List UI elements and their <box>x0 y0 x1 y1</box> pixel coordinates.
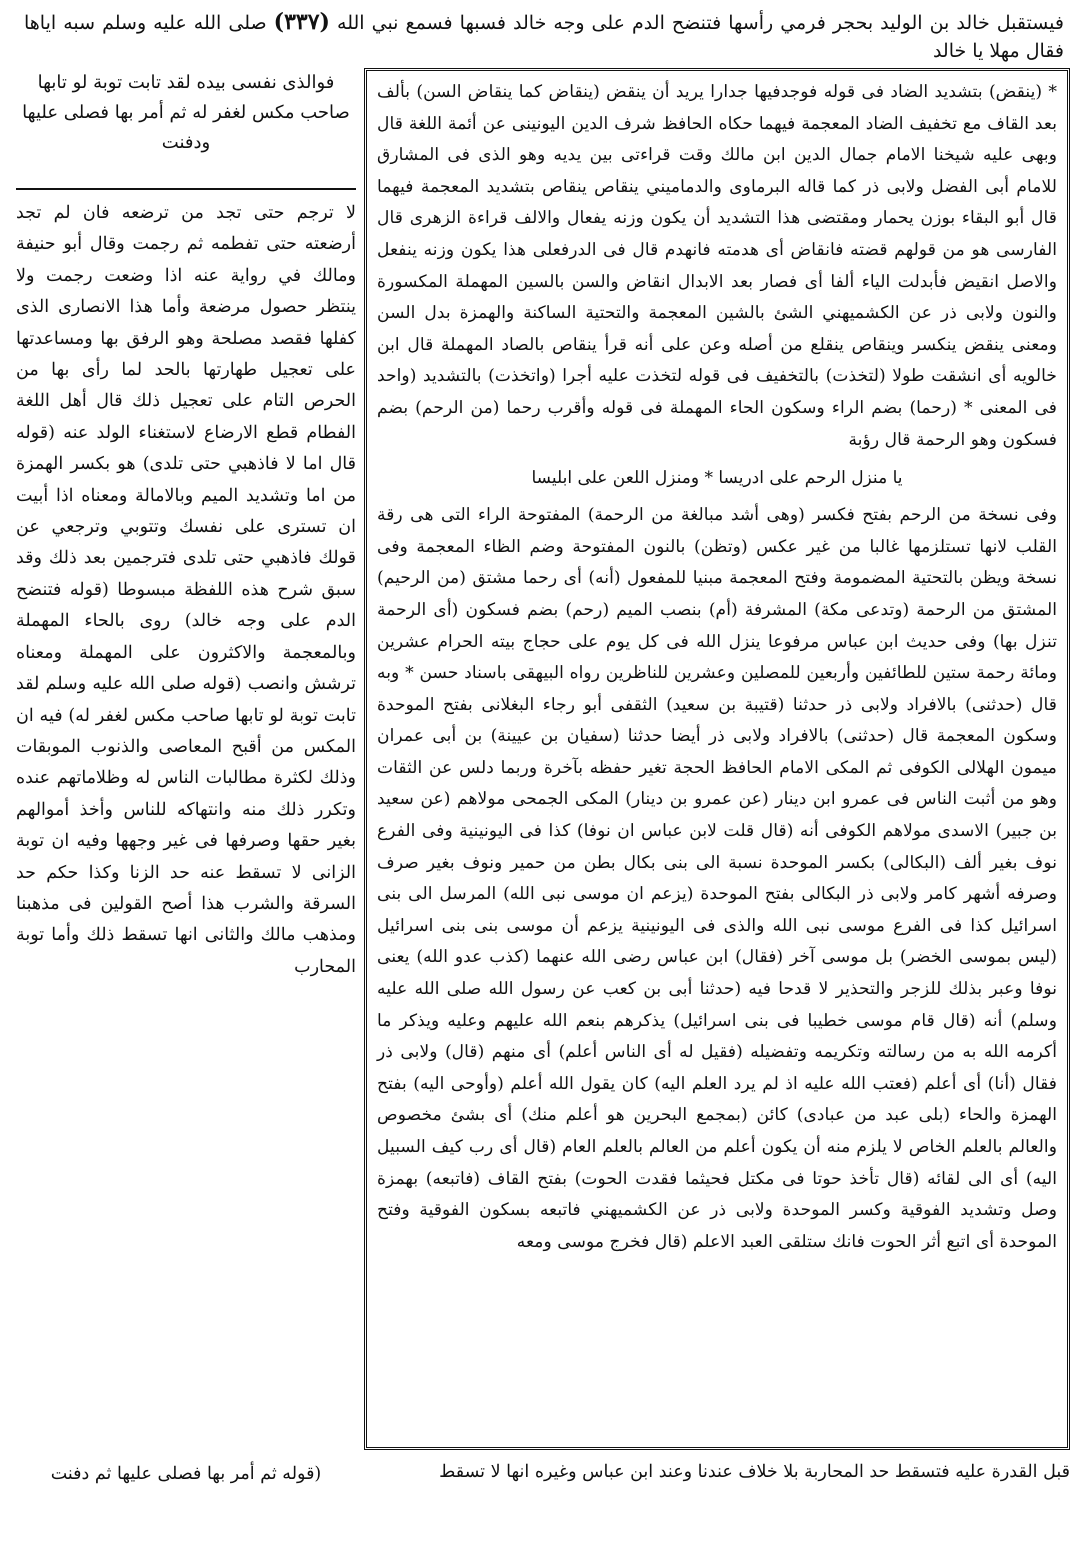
sidebar-footer-text: (قوله ثم أمر بها فصلى عليها ثم دفنت <box>50 1464 322 1484</box>
header-text-right: فيستقبل خالد بن الوليد بحجر فرمي رأسها فتنضح الدم على وجه خالد فسبها فسمع نبي الله <box>337 12 1064 34</box>
sidebar-hadith-text: فوالذى نفسى بيده لقد تابت توبة لو تابها صاحب مكس لغفر له ثم أمر بها فصلى عليها ودفنت <box>22 72 350 153</box>
main-paragraph-1: * (ينقض) بتشديد الضاد فى قوله فوجدفيها جدارا يريد أن ينقض (ينقاض كما ينقاض السن) بألف بعد القاف مع تخفيف الضاد المعجمة فيهما حكاه الحافظ شرف الدين اليونينى عن أئمة اللغة قال وبهى عليه شيخنا الامام جمال الدين ابن مالك وقت قراءتى بين يديه وهو الذى فى المشارق للامام أبى الفضل ولابى ذر كما قاله البرماوى والدماميني ينقاص ينقاص بتشديد المعجمة فيهما قال أبو البقاء بوزن يحمار ومقتضى هذا التشديد أن يكون وزنه يفعال والالف قراءة الزهرى قال الفارسى هو من قولهم قضته فانقاض أى هدمته فانهدم قال فى الدرفعلى هذا يكون وزنه ينفعل والاصل انقيض فأبدلت الياء ألفا أى فصار بعد الابدال انقاض والسن بالسين المهملة المكسورة والنون ولابى ذر عن الكشميهني الشئ بالشين المعجمة والتحتية الساكنة والهمزة بدل السن ومعنى ينقض ينكسر وينقاص ينقلع من أصله وعن على أنه قرأ ينقاص بالصاد المهملة قال ابن خالويه أى انشقت طولا (لتخذت) بالتخفيف فى قوله لتخذت عليه أجرا (واتخذت) بالتشديد (واحد فى المعنى * (رحما) بضم الراء وسكون الحاء المهملة فى قوله وأقرب رحما (من الرحم) بضم فسكون وهو الرحمة قال رؤبة <box>377 82 1057 450</box>
main-commentary-frame <box>364 68 1070 1450</box>
main-footer-text: قبل القدرة عليه فتسقط حد المحاربة بلا خلاف عندنا وعند ابن عباس وغيره انها لا تسقط <box>439 1462 1070 1482</box>
sidebar-divider <box>16 188 356 190</box>
main-paragraph-2: وفى نسخة من الرحم بفتح فكسر (وهى أشد مبالغة من الرحمة) المفتوحة الراء التى هى رقة القلب لانها تستلزمها غالبا من غير عكس (وتظن) بالنون المفتوحة وضم الظاء المعجمة وفى نسخة ويظن بالتحتية المضمومة وفتح المعجمة مبنيا للمفعول (أنه) أى رحما مشتق (من الرحيم) المشتق من الرحمة (وتدعى مكة) المشرفة (أم) بنصب الميم (رحم) بضم فسكون (أى الرحمة تنزل بها) وفى حديث ابن عباس مرفوعا ينزل الله فى كل يوم على حجاج بيته الحرام عشرين ومائة رحمة ستين للطائفين وأربعين للمصلين وعشرين للناظرين رواه البيهقى باسناد حسن * وبه قال (حدثنى) بالافراد ولابى ذر حدثنا (قتيبة بن سعيد) الثقفى أبو رجاء البغلانى بفتح الموحدة وسكون المعجمة قال (حدثنى) بالافراد ولابى ذر أيضا حدثنا (سفيان بن عيينة) بن أبى عمران ميمون الهلالى الكوفى ثم المكى الامام الحافظ الحجة تغير حفظه بآخرة وربما دلس عن الثقات وهو من أثبت الناس فى عمرو ابن دينار (عن عمرو بن دينار) المكى الجمحى مولاهم (عن سعيد بن جبير) الاسدى مولاهم الكوفى أنه (قال قلت لابن عباس ان نوفا) كذا فى اليونينية وفى الفرع نوف بغير ألف (البكالى) بكسر الموحدة نسبة الى بنى بكال بطن من حمير ونوف بغير صرف وصرفه أشهر كامر ولابى ذر البكالى بفتح الموحدة (يزعم ان موسى نبى الله) المرسل الى بنى اسرائيل كذا فى الفرع موسى نبى الله والذى فى اليونينية يزعم أن موسى بنى بنى اسرائيل (ليس بموسى الخضر) بل موسى آخر (فقال) ابن عباس رضى الله عنهما (كذب عدو الله) يعنى نوفا وعبر بذلك للزجر والتحذير لا قدحا فيه (حدثنا أبى بن كعب عن رسول الله صلى الله عليه وسلم) أنه (قال قام موسى خطيبا فى بنى اسرائيل) يذكرهم بنعم الله عليهم وعليه ويذكر ما أكرمه الله به من رسالته وتكريمه وتفضيله (فقيل له أى الناس أعلم) أى منهم (قال) ولابى ذر فقال (أنا) أى أعلم (فعتب الله عليه اذ لم يرد العلم اليه) كان يقول الله أعلم (وأوحى اليه) بفتح الهمزة والحاء (بلى عبد من عبادى) كائن (بمجمع البحرين هو أعلم منك) أى بشئ مخصوص والعالم بالعلم الخاص لا يلزم منه أن يكون أعلم من العالم بالعلم العام (قال أى رب كيف السبيل اليه) أى الى لقائه (قال تأخذ حوتا فى مكتل فحيثما فقدت الحوت) بفتح القاف (فاتبعه) بهمزة وصل وتشديد الفوقية وكسر الموحدة ولابى ذر عن الكشميهني فاتبعه بسكون الفوقية وفتح الموحدة أى اتبع أثر الحوت فانك ستلقى العبد الاعلم (قال فخرج موسى ومعه <box>377 505 1057 1252</box>
page-number: (٣٣٧) <box>273 9 330 35</box>
sidebar-commentary: لا ترجم حتى تجد من ترضعه فان لم تجد أرضعته حتى تفطمه ثم رجمت وقال أبو حنيفة ومالك في رواية عنه اذا وضعت رجمت ولا ينتظر حصول مرضعة وأما هذا الانصارى الذى كفلها فقصد مصلحة وهو الرفق بها ومساعدتها على تعجيل طهارتها بالحد لما رأى بها من الحرص التام على تعجيل ذلك قال أهل اللغة الفطام قطع الارضاع لاستغناء الولد عنه (قوله قال اما لا فاذهبي حتى تلدى) هو بكسر الهمزة من اما وتشديد الميم وبالامالة ومعناه اذا أبيت ان تسترى على نفسك وتتوبي وترجعي عن قولك فاذهبي حتى تلدى فترجمين بعد ذلك وقد سبق شرح هذه اللفظة مبسوطا (قوله فتنضح الدم على وجه خالد) روى بالحاء المهملة وبالمعجمة والاكثرون على المهملة ومعناه ترشش وانصب (قوله صلى الله عليه وسلم لقد تابت توبة لو تابها صاحب مكس لغفر له) فيه ان المكس من أقبح المعاصى والذنوب الموبقات وذلك لكثرة مطالبات الناس له وظلاماتهم عنده وتكرر ذلك منه وانتهاكه للناس وأخذ أموالهم بغير حقها وصرفها فى غير وجهها وفيه ان توبة الزانى لا تسقط عنه حد الزنا وكذا حكم حد السرقة والشرب هذا أصح القولين فى مذهبنا ومذهب مالك والثانى انها تسقط ذلك وأما توبة المحارب <box>16 203 356 977</box>
page-header <box>24 8 1064 68</box>
header-text-left: صلى الله عليه وسلم سبه اياها فقال مهلا يا خالد <box>24 12 1064 62</box>
poetry-verse: يا منزل الرحم على ادريسا * ومنزل اللعن على ابليسا <box>531 468 903 489</box>
